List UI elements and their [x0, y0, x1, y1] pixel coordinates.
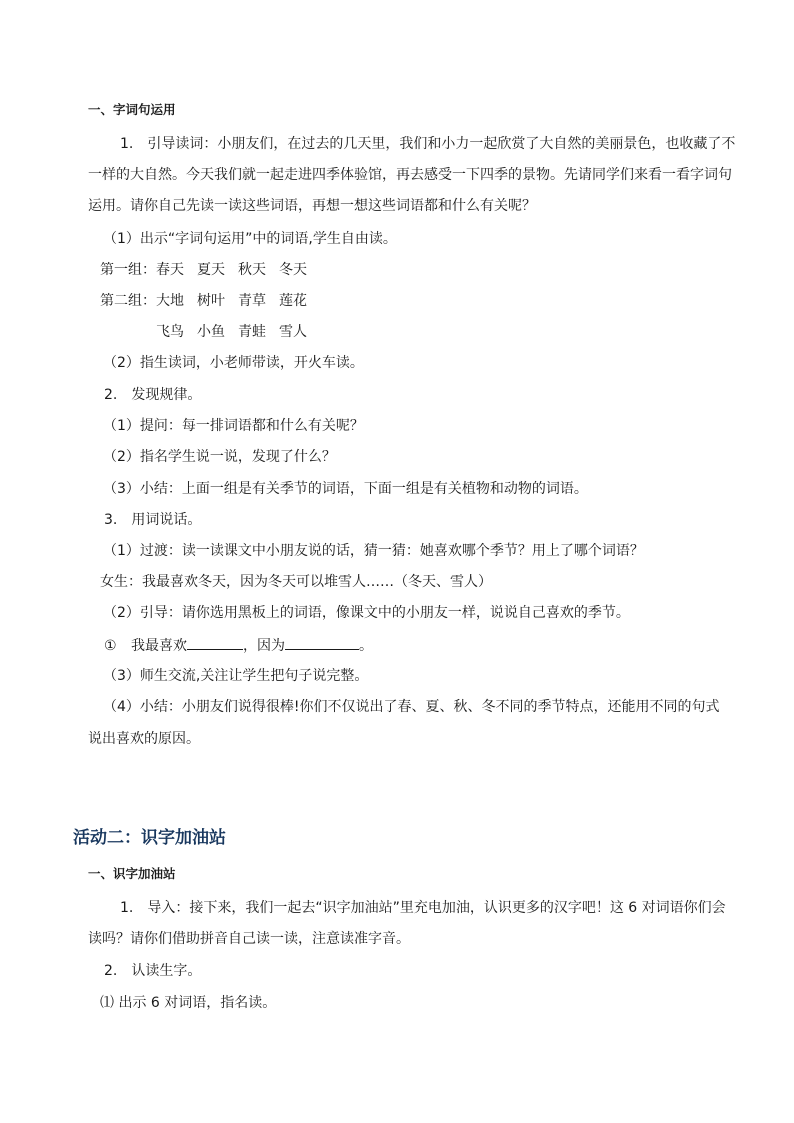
step-line: ⑴ 出示 6 对词语，指名读。 — [100, 995, 277, 1011]
word: 飞鸟 — [156, 324, 184, 340]
word: 大地 — [156, 293, 184, 309]
word-group-2 — [100, 291, 307, 311]
word: 春天 — [156, 262, 184, 278]
word: 秋天 — [238, 262, 266, 278]
step-line: （1）提问：每一排词语都和什么有关呢？ — [103, 418, 364, 434]
word: 夏天 — [197, 262, 225, 278]
paragraph-line: 说出喜欢的原因。 — [88, 731, 200, 747]
word: 树叶 — [197, 293, 225, 309]
section-heading: 一、识字加油站 — [88, 866, 176, 881]
word-group-1 — [100, 260, 307, 280]
section-heading: 一、字词句运用 — [88, 102, 176, 117]
answer-blank[interactable] — [187, 635, 243, 650]
group-label: 第一组： — [100, 262, 156, 278]
paragraph-line: 一样的大自然。今天我们就一起走进四季体验馆，再去感受一下四季的景物。先请同学们来看一看字词句 — [88, 167, 732, 183]
step-line: （2）引导：请你选用黑板上的词语，像课文中的小朋友一样，说说自己喜欢的季节。 — [103, 605, 630, 621]
numbered-item: 2. 发现规律。 — [104, 387, 202, 403]
word: 青草 — [238, 293, 266, 309]
word: 青蛙 — [238, 324, 266, 340]
step-line: （3）师生交流,关注让学生把句子说完整。 — [103, 668, 369, 684]
sentence-part: ，因为 — [243, 638, 286, 654]
step-line: （3）小结：上面一组是有关季节的词语，下面一组是有关植物和动物的词语。 — [103, 481, 588, 497]
word: 莲花 — [279, 293, 307, 309]
paragraph-line: 1. 导入：接下来，我们一起去“识字加油站”里充电加油，认识更多的汉字吧！这 6 对词语你们会 — [120, 900, 726, 916]
numbered-item: 2. 认读生字。 — [104, 963, 202, 979]
group-label: 第二组： — [100, 293, 156, 309]
paragraph-line: 1. 引导读词：小朋友们，在过去的几天里，我们和小力一起欣赏了大自然的美丽景色，也收藏了不 — [120, 136, 736, 152]
step-line: （1）出示“字词句运用”中的词语,学生自由读。 — [103, 231, 397, 247]
step-line: （2）指生读词，小老师带读，开火车读。 — [103, 355, 364, 371]
sentence-end: 。 — [359, 638, 374, 654]
word-group-2-row-2 — [156, 322, 307, 342]
dialogue-line: 女生：我最喜欢冬天，因为冬天可以堆雪人……（冬天、雪人） — [100, 574, 492, 590]
numbered-item: 3. 用词说话。 — [104, 512, 202, 528]
fill-in-blank-sentence — [104, 635, 373, 656]
step-line: （4）小结：小朋友们说得很棒!你们不仅说出了春、夏、秋、冬不同的季节特点，还能用不同的句式 — [103, 699, 720, 715]
paragraph-line: 读吗？请你们借助拼音自己读一读，注意读准字音。 — [88, 931, 410, 947]
activity-title: 活动二：识字加油站 — [73, 828, 226, 848]
step-line: （2）指名学生说一说，发现了什么？ — [103, 449, 336, 465]
word: 冬天 — [279, 262, 307, 278]
word: 雪人 — [279, 324, 307, 340]
step-line: （1）过渡：读一读课文中小朋友说的话，猜一猜：她喜欢哪个季节？用上了哪个词语？ — [103, 543, 644, 559]
answer-blank[interactable] — [285, 635, 359, 650]
paragraph-line: 运用。请你自己先读一读这些词语，再想一想这些词语都和什么有关呢？ — [88, 198, 536, 214]
sentence-part: 我最喜欢 — [131, 638, 188, 654]
circled-number: ① — [104, 638, 117, 654]
word: 小鱼 — [197, 324, 225, 340]
